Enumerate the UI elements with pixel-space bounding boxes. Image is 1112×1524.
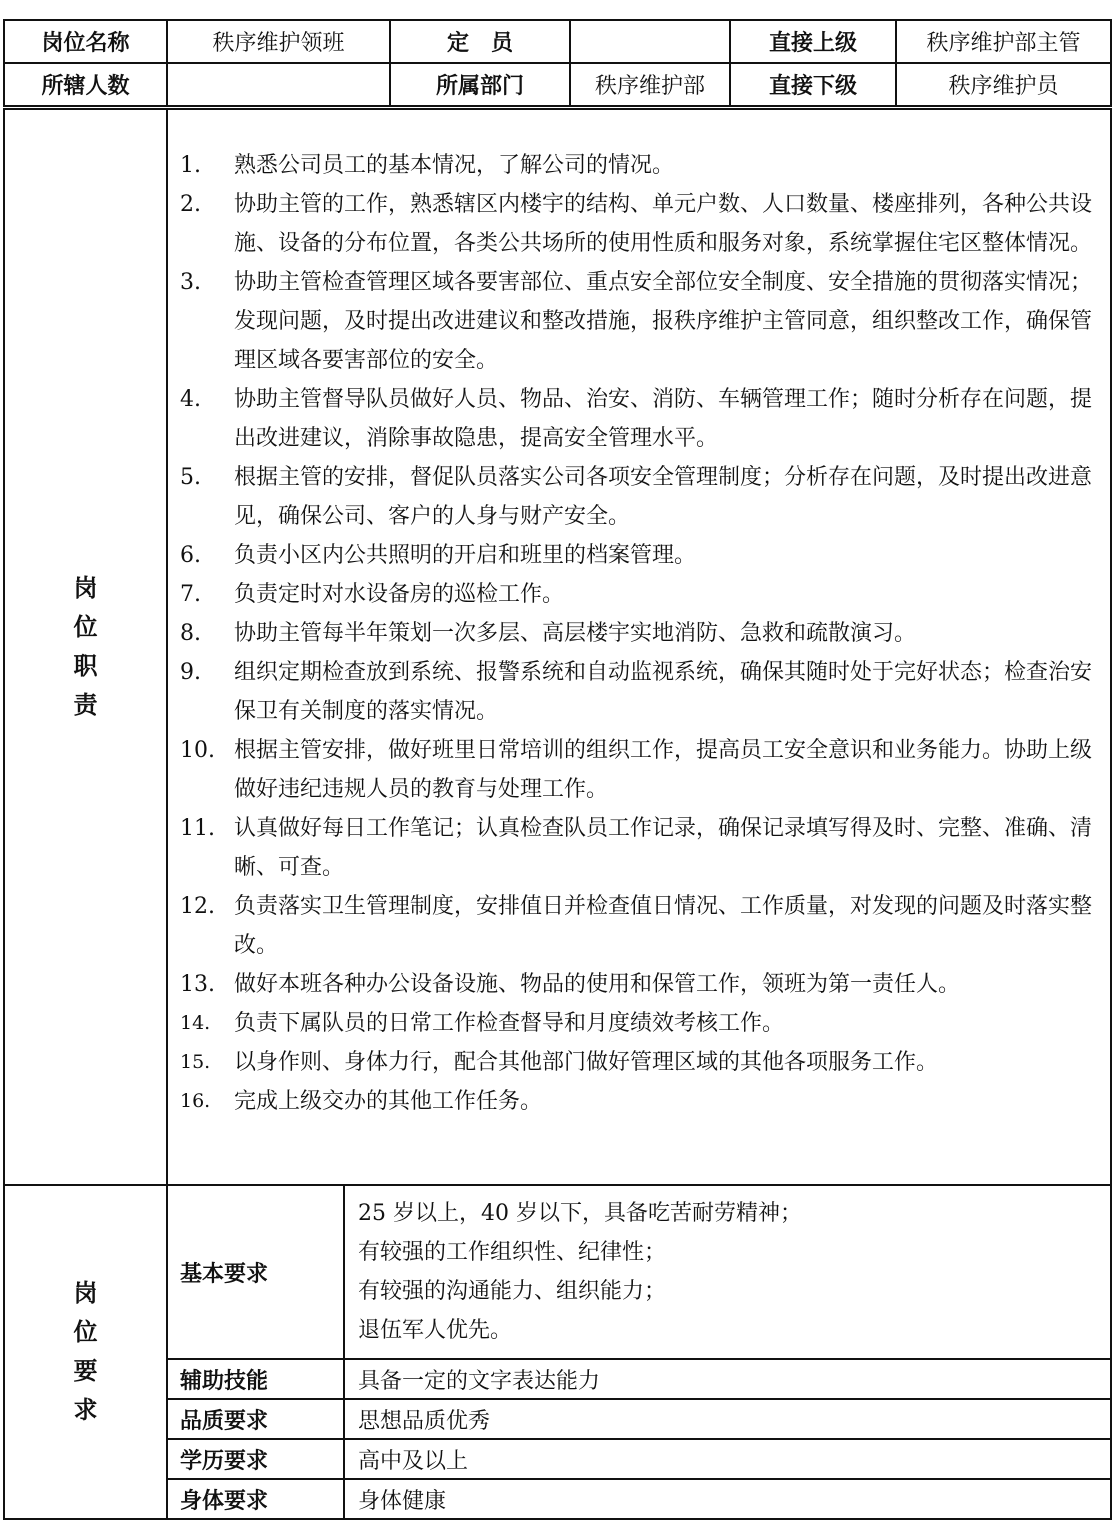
basic-requirement-line: 退伍军人优先。 <box>358 1318 513 1343</box>
headcount-value <box>167 63 390 106</box>
duty-item <box>180 575 1096 614</box>
duties-label-text: 岗位职责 <box>73 574 98 719</box>
education-label: 学历要求 <box>167 1439 344 1479</box>
duty-text: 协助主管检查管理区域各要害部位、重点安全部位安全制度、安全措施的贯彻落实情况；发现问题，及时提出改进建议和整改措施，报秩序维护主管同意，组织整改工作，确保管理区域各要害部位的安全。 <box>234 270 1093 373</box>
req-skill-row <box>4 1359 1111 1399</box>
department-label: 所属部门 <box>390 63 570 106</box>
subordinate-value: 秩序维护员 <box>896 63 1111 106</box>
duty-number: 4. <box>180 387 201 412</box>
duties-list <box>180 146 1096 1121</box>
basic-requirement-line: 有较强的工作组织性、纪律性； <box>358 1240 667 1265</box>
duty-text: 协助主管督导队员做好人员、物品、治安、消防、车辆管理工作；随时分析存在问题，提出改进建议，消除事故隐患，提高安全管理水平。 <box>234 387 1093 451</box>
duties-row <box>4 109 1111 1185</box>
duty-item <box>180 146 1096 185</box>
duty-item <box>180 653 1096 731</box>
duty-text: 负责定时对水设备房的巡检工作。 <box>234 582 565 607</box>
skill-label: 辅助技能 <box>167 1359 344 1399</box>
duty-text: 认真做好每日工作笔记；认真检查队员工作记录，确保记录填写得及时、完整、准确、清晰、可查。 <box>234 816 1093 880</box>
duty-text: 负责落实卫生管理制度，安排值日并检查值日情况、工作质量，对发现的问题及时落实整改。 <box>234 894 1093 958</box>
post-name-value: 秩序维护领班 <box>167 20 390 63</box>
duty-number: 13. <box>180 972 215 997</box>
duty-item <box>180 263 1096 380</box>
duty-number: 14. <box>180 1012 211 1034</box>
header-table <box>3 19 1112 107</box>
post-name-label: 岗位名称 <box>4 20 167 63</box>
duty-number: 3. <box>180 270 201 295</box>
duty-item <box>180 185 1096 263</box>
duty-text: 组织定期检查放到系统、报警系统和自动监视系统，确保其随时处于完好状态；检查治安保卫有关制度的落实情况。 <box>234 660 1093 724</box>
requirements-table <box>3 1184 1112 1520</box>
duty-item <box>180 731 1096 809</box>
duty-item <box>180 1082 1096 1121</box>
quality-label: 品质要求 <box>167 1399 344 1439</box>
req-basic-row <box>4 1185 1111 1359</box>
duty-number: 16. <box>180 1090 211 1112</box>
duties-table <box>3 108 1112 1186</box>
headcount-label: 所辖人数 <box>4 63 167 106</box>
req-education-row <box>4 1439 1111 1479</box>
superior-label: 直接上级 <box>730 20 896 63</box>
basic-requirements-label: 基本要求 <box>167 1185 344 1359</box>
requirements-label <box>4 1185 167 1519</box>
basic-requirement-line: 25 岁以上，40 岁以下，具备吃苦耐劳精神； <box>358 1201 802 1226</box>
health-label: 身体要求 <box>167 1479 344 1519</box>
duties-content <box>167 109 1111 1185</box>
requirements-label-text: 岗位要求 <box>73 1279 98 1424</box>
duty-number: 9. <box>180 660 201 685</box>
duty-text: 根据主管安排，做好班里日常培训的组织工作，提高员工安全意识和业务能力。协助上级做好违纪违规人员的教育与处理工作。 <box>234 738 1093 802</box>
duty-item <box>180 380 1096 458</box>
duty-number: 5. <box>180 465 201 490</box>
duty-number: 10. <box>180 738 215 763</box>
header-row-1 <box>4 20 1111 63</box>
duty-item <box>180 536 1096 575</box>
req-health-row <box>4 1479 1111 1519</box>
duty-text: 负责小区内公共照明的开启和班里的档案管理。 <box>234 543 697 568</box>
duty-number: 2. <box>180 192 201 217</box>
duty-number: 7. <box>180 582 201 607</box>
education-value: 高中及以上 <box>344 1439 1111 1479</box>
duty-text: 协助主管每半年策划一次多层、高层楼宇实地消防、急救和疏散演习。 <box>234 621 917 646</box>
duty-text: 协助主管的工作，熟悉辖区内楼宇的结构、单元户数、人口数量、楼座排列，各种公共设施、设备的分布位置，各类公共场所的使用性质和服务对象，系统掌握住宅区整体情况。 <box>234 192 1093 256</box>
duty-item <box>180 1043 1096 1082</box>
duty-item <box>180 965 1096 1004</box>
duty-text: 做好本班各种办公设备设施、物品的使用和保管工作，领班为第一责任人。 <box>234 972 961 997</box>
basic-requirements-lines <box>358 1194 1110 1350</box>
duty-item <box>180 458 1096 536</box>
duty-text: 熟悉公司员工的基本情况，了解公司的情况。 <box>234 153 675 178</box>
subordinate-label: 直接下级 <box>730 63 896 106</box>
department-value: 秩序维护部 <box>570 63 730 106</box>
superior-value: 秩序维护部主管 <box>896 20 1111 63</box>
duty-number: 12. <box>180 894 215 919</box>
health-value: 身体健康 <box>344 1479 1111 1519</box>
duty-text: 根据主管的安排，督促队员落实公司各项安全管理制度；分析存在问题，及时提出改进意见，确保公司、客户的人身与财产安全。 <box>234 465 1093 529</box>
basic-requirement-line: 有较强的沟通能力、组织能力； <box>358 1279 667 1304</box>
duty-item <box>180 809 1096 887</box>
basic-requirements-value <box>344 1185 1111 1359</box>
duty-number: 11. <box>180 816 215 841</box>
duty-text: 以身作则、身体力行，配合其他部门做好管理区域的其他各项服务工作。 <box>234 1050 939 1075</box>
duty-number: 6. <box>180 543 201 568</box>
req-quality-row <box>4 1399 1111 1439</box>
duty-text: 完成上级交办的其他工作任务。 <box>234 1089 543 1114</box>
duty-text: 负责下属队员的日常工作检查督导和月度绩效考核工作。 <box>234 1011 785 1036</box>
duty-number: 1. <box>180 153 201 178</box>
header-row-2 <box>4 63 1111 106</box>
duty-number: 15. <box>180 1051 211 1073</box>
skill-value: 具备一定的文字表达能力 <box>344 1359 1111 1399</box>
duty-number: 8. <box>180 621 201 646</box>
quota-label: 定 员 <box>390 20 570 63</box>
duty-item <box>180 887 1096 965</box>
quota-value <box>570 20 730 63</box>
quality-value: 思想品质优秀 <box>344 1399 1111 1439</box>
duty-item <box>180 1004 1096 1043</box>
duty-item <box>180 614 1096 653</box>
duties-label <box>4 109 167 1185</box>
